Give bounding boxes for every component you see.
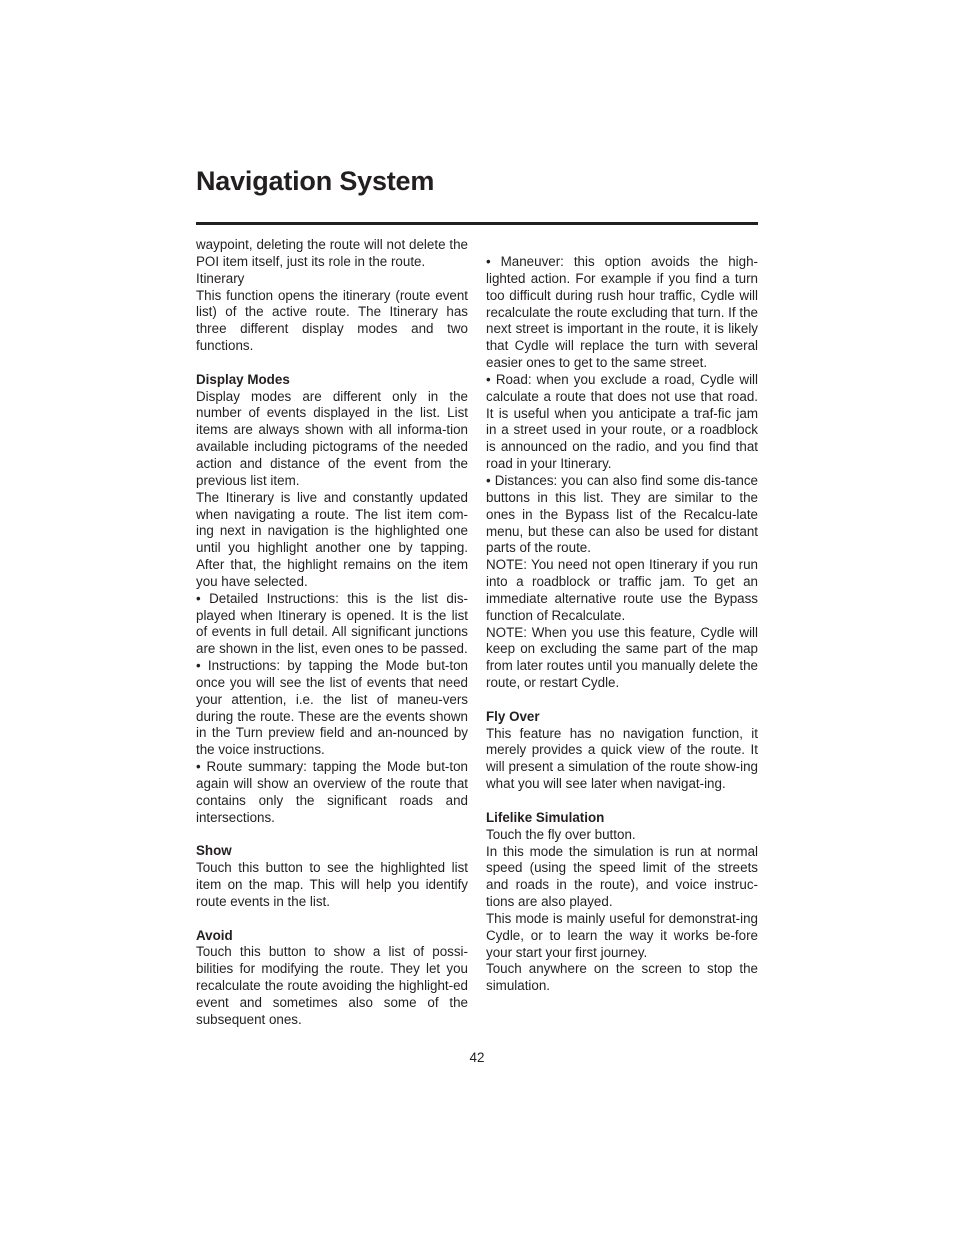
paragraph: Touch this button to see the highlighted list item on the map. This will help you identify route events in the list. bbox=[196, 860, 468, 909]
paragraph: This mode is mainly useful for demonstrat-ing Cydle, or to learn the way it works be-fore your start your first journey. bbox=[486, 910, 758, 960]
section-heading-fly-over: Fly Over bbox=[486, 708, 540, 724]
spacer bbox=[196, 827, 468, 844]
paragraph: NOTE: You need not open Itinerary if you run into a roadblock or traffic jam. To get an immediate alternative route use the Bypass function of Recalculate. bbox=[486, 557, 758, 623]
paragraph: Touch anywhere on the screen to stop the simulation. bbox=[486, 961, 758, 994]
paragraph: Touch this button to show a list of possi-bilities for modifying the route. They let you recalculate the route avoiding the highlight-ed event and sometimes also some of the subsequent ones. bbox=[196, 944, 468, 1027]
spacer bbox=[196, 911, 468, 928]
paragraph: This feature has no navigation function, it merely provides a quick view of the route. It will present a simulation of the route show-ing what you will see later when navigat-ing. bbox=[486, 725, 758, 792]
paragraph: • Instructions: by tapping the Mode but-ton once you will see the list of events that need your attention, i.e. the list of maneu-vers during the route. These are the events shown in the Turn preview field and an-nounced by the voice instructions. bbox=[196, 658, 468, 758]
paragraph: Itinerary bbox=[196, 270, 245, 286]
section-heading-lifelike-simulation: Lifelike Simulation bbox=[486, 809, 605, 825]
paragraph: In this mode the simulation is run at normal speed (using the speed limit of the streets and roads in the route), and voice instruc-tions are also played. bbox=[486, 843, 758, 910]
paragraph: NOTE: When you use this feature, Cydle will keep on excluding the same part of the map from later routes until you manually delete the route, or restart Cydle. bbox=[486, 624, 758, 691]
paragraph: waypoint, deleting the route will not delete the POI item itself, just its role in the route. bbox=[196, 237, 468, 269]
paragraph: This function opens the itinerary (route event list) of the active route. The Itinerary has three different display modes and two functions. bbox=[196, 287, 468, 354]
spacer bbox=[486, 692, 758, 709]
section-heading-display-modes: Display Modes bbox=[196, 371, 290, 387]
paragraph: • Detailed Instructions: this is the list dis-played when Itinerary is opened. It is the list of events in full detail. All significant junctions are shown in the list, even ones to be passed. bbox=[196, 590, 468, 657]
left-column bbox=[196, 237, 468, 1029]
paragraph: • Route summary: tapping the Mode but-ton again will show an overview of the route that contains only the significant roads and intersections. bbox=[196, 759, 468, 825]
paragraph: • Maneuver: this option avoids the high-lighted action. For example if you find a turn too difficult during rush hour traffic, Cydle will recalculate the route excluding that turn. If the next street is important in the route, it is likely that Cydle will replace the turn with several easier ones to get to the same street. bbox=[486, 254, 758, 371]
page-title: Navigation System bbox=[196, 166, 435, 196]
spacer bbox=[486, 793, 758, 810]
section-heading-show: Show bbox=[196, 843, 232, 859]
paragraph: • Road: when you exclude a road, Cydle will calculate a route that does not use that road. It is useful when you anticipate a traf-fic jam in a street used in your route, or a roadblock is announced on the radio, and you find that road in your Itinerary. bbox=[486, 371, 758, 472]
right-column bbox=[486, 254, 758, 995]
spacer bbox=[196, 355, 468, 372]
paragraph: Display modes are different only in the number of events displayed in the list. List items are always shown with all informa-tion available including pictograms of the needed action and distance of the event from the previous list item. bbox=[196, 388, 468, 488]
title-divider bbox=[196, 222, 758, 225]
section-heading-avoid: Avoid bbox=[196, 927, 233, 943]
page-number: 42 bbox=[469, 1050, 485, 1065]
paragraph: The Itinerary is live and constantly updated when navigating a route. The list item com-ing next in navigation is the highlighted one until you highlight another one by tapping. After that, the highlight remains on the item you have selected. bbox=[196, 489, 468, 589]
paragraph: • Distances: you can also find some dis-tance buttons in this list. They are similar to the ones in the Bypass list of the Recalcu-late menu, but these can also be used for distant parts of the route. bbox=[486, 472, 758, 556]
paragraph: Touch the fly over button. bbox=[486, 826, 636, 842]
